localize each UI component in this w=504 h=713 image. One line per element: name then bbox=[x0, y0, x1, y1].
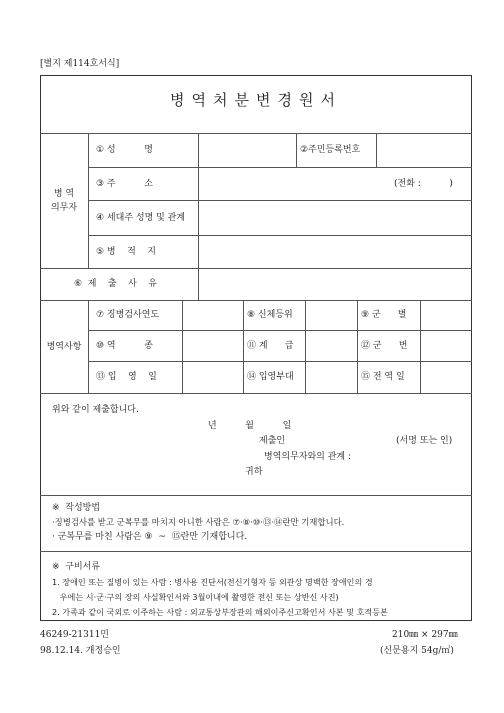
footer-paper-size: 210㎜ × 297㎜ bbox=[392, 630, 458, 640]
documents-heading: ※ 구비서류 bbox=[52, 562, 101, 572]
footer-approval: 98.12.14. 개정승인 bbox=[40, 646, 121, 656]
address-field[interactable] bbox=[200, 169, 390, 199]
address-label: ③ 주 소 bbox=[96, 179, 153, 189]
submission-date: 년 월 일 bbox=[208, 421, 292, 431]
physical-grade-field[interactable] bbox=[307, 302, 356, 329]
service-number-field[interactable] bbox=[422, 332, 470, 360]
householder-field[interactable] bbox=[200, 202, 470, 234]
enlist-date-label: ⑬ 입 영 일 bbox=[96, 372, 157, 382]
name-label: ① 성 명 bbox=[96, 145, 153, 155]
submitter-label: 제출인 bbox=[259, 436, 286, 446]
service-type-field[interactable] bbox=[184, 332, 242, 360]
householder-label: ④ 세대주 성명 및 관계 bbox=[96, 213, 186, 223]
divider bbox=[88, 330, 472, 331]
rank-label: ⑪ 계 급 bbox=[247, 341, 294, 351]
registry-field[interactable] bbox=[200, 237, 470, 267]
discharge-date-label: ⑮ 전 역 일 bbox=[361, 372, 405, 382]
divider bbox=[88, 300, 89, 393]
submitter-field[interactable] bbox=[292, 432, 392, 448]
applicant-group-label: 병 역 의무자 bbox=[50, 189, 78, 213]
rank-field[interactable] bbox=[307, 332, 356, 360]
exam-year-label: ⑦ 징병검사연도 bbox=[96, 310, 160, 320]
divider bbox=[305, 300, 306, 393]
submission-statement: 위와 같이 제출합니다. bbox=[52, 405, 139, 415]
name-field[interactable] bbox=[200, 135, 294, 165]
relation-field[interactable] bbox=[372, 448, 452, 464]
divider bbox=[88, 133, 89, 268]
divider bbox=[296, 133, 297, 167]
documents-item: 1. 장애인 또는 질병이 있는 사람 : 병사용 진단서(전신기형자 등 외관상 명백한 장애인의 경 bbox=[52, 577, 373, 587]
divider bbox=[40, 268, 472, 269]
footer-paper-type: (신문용지 54g/㎡) bbox=[380, 646, 454, 656]
instructions-line: ·징병검사를 받고 군복무를 마치지 아니한 사람은 ⑦·⑧·⑩·⑬·⑭란만 기재합니다. bbox=[52, 517, 345, 527]
enlist-unit-field[interactable] bbox=[307, 363, 356, 392]
documents-item: 우에는 시·군·구의 장의 사실확인서와 3월이내에 촬영한 전신 또는 상반신 사진) bbox=[52, 592, 339, 602]
relation-label: 병역의무자와의 관계 : bbox=[264, 452, 352, 462]
branch-field[interactable] bbox=[422, 302, 470, 329]
divider bbox=[376, 133, 377, 167]
instructions-line: · 군복무를 마친 사람은 ⑨ ~ ⑮란만 기재합니다. bbox=[52, 532, 248, 542]
divider bbox=[88, 235, 472, 236]
divider bbox=[40, 300, 472, 301]
documents-item: 2. 가족과 같이 국외로 이주하는 사람 : 외교통상부장관의 해외이주신고확인서 사본 및 호적등본 bbox=[52, 607, 388, 617]
divider bbox=[243, 300, 244, 393]
registry-label: ⑤ 병 적 지 bbox=[96, 247, 156, 257]
divider bbox=[420, 300, 421, 393]
divider bbox=[88, 361, 472, 362]
physical-grade-label: ⑧ 신체등위 bbox=[247, 310, 293, 320]
enlist-date-field[interactable] bbox=[184, 363, 242, 392]
divider bbox=[198, 133, 199, 268]
reason-label: ⑥ 제 출 사 유 bbox=[74, 279, 157, 289]
branch-label: ⑨ 군 별 bbox=[361, 310, 407, 320]
divider bbox=[182, 300, 183, 393]
page-title: 병역처분변경원서 bbox=[170, 91, 342, 109]
enlist-unit-label: ⑭ 입영부대 bbox=[247, 372, 294, 382]
divider bbox=[40, 133, 472, 134]
recipient-label: 귀하 bbox=[245, 467, 263, 477]
instructions-heading: ※ 작성방법 bbox=[52, 503, 101, 513]
form-number-label: [별지 제114호서식] bbox=[40, 59, 120, 69]
divider bbox=[198, 268, 199, 300]
divider bbox=[40, 393, 472, 394]
resident-number-label: ②주민등록번호 bbox=[300, 145, 361, 155]
resident-number-field[interactable] bbox=[378, 135, 470, 165]
divider bbox=[88, 200, 472, 201]
service-group-label: 병역사항 bbox=[46, 342, 82, 352]
divider bbox=[40, 551, 472, 552]
divider bbox=[357, 300, 358, 393]
reason-field[interactable] bbox=[200, 270, 470, 299]
exam-year-field[interactable] bbox=[184, 302, 242, 329]
phone-label: (전화 : ) bbox=[394, 179, 453, 189]
divider bbox=[88, 167, 472, 168]
divider bbox=[40, 495, 472, 496]
service-type-label: ⑩ 역 종 bbox=[96, 341, 153, 351]
service-number-label: ⑫ 군 번 bbox=[361, 341, 408, 351]
discharge-date-field[interactable] bbox=[422, 363, 470, 392]
signature-label: (서명 또는 인) bbox=[396, 436, 453, 446]
footer-form-number: 46249-21311민 bbox=[40, 630, 109, 640]
